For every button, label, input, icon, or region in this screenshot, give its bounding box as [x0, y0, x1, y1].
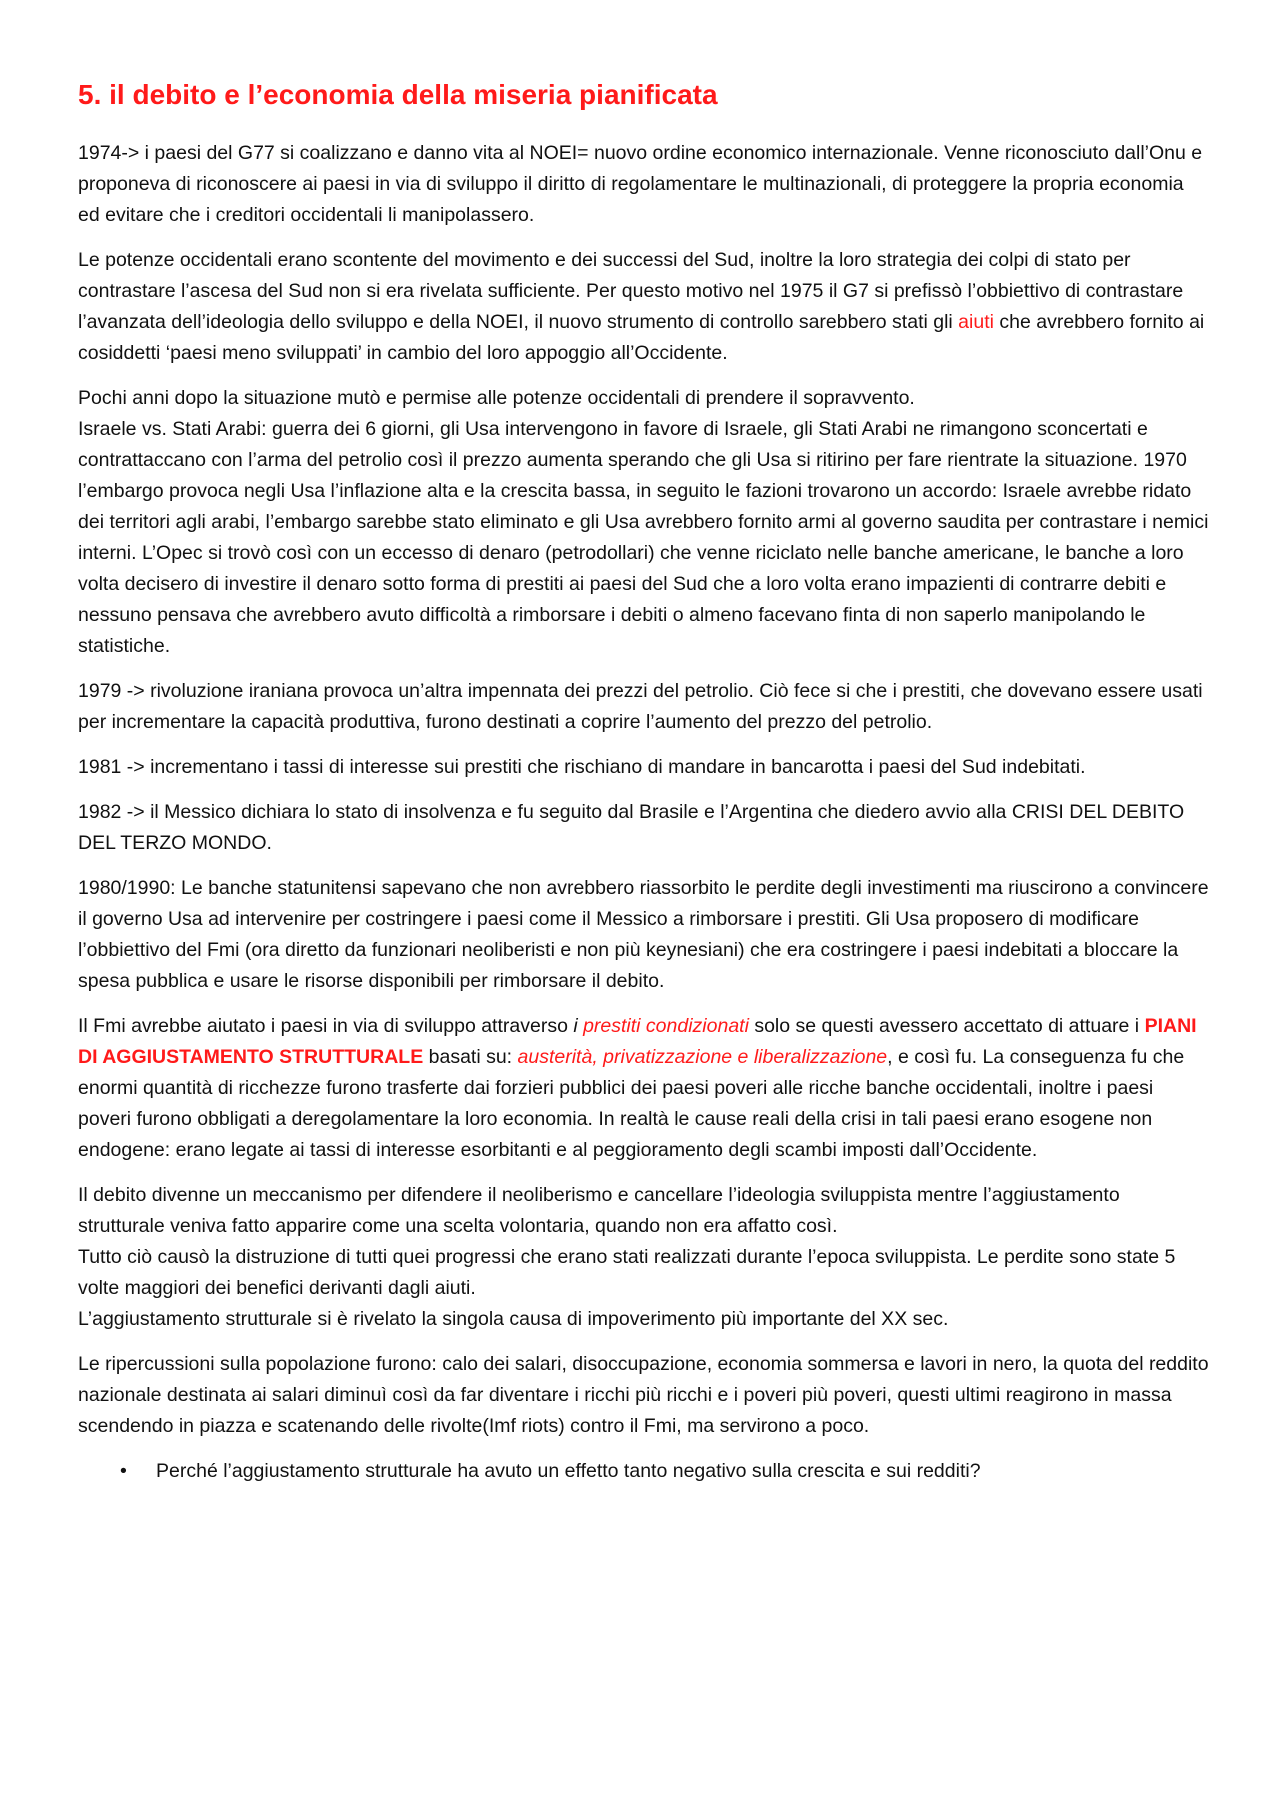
paragraph-1980-1990	[78, 873, 1210, 997]
paragraph-text: 1981 -> incrementano i tassi di interesse sui prestiti che rischiano di mandare in bancarotta i paesi del Sud indebitati.	[78, 755, 1086, 778]
paragraph-text: Le potenze occidentali erano scontente del movimento e dei successi del Sud, inoltre la loro strategia dei colpi di stato per contrastare l’ascesa del Sud non si era rivelata sufficiente. Per questo motivo nel 1975 il G7 si prefissò l’obbiettivo di contrastare l’avanzata dell’ideologia dello sviluppo e della NOEI, il nuovo strumento di controllo sarebbero stati gli	[78, 248, 1184, 333]
paragraph-text: solo se questi avessero accettato di attuare i	[748, 1014, 1145, 1037]
document-page	[78, 78, 1210, 1487]
paragraph-text: Tutto ciò causò la distruzione di tutti quei progressi che erano stati realizzati durante l’epoca sviluppista. Le perdite sono state 5 volte maggiori dei benefici derivanti dagli aiuti.	[78, 1245, 1176, 1299]
paragraph-text: Il Fmi avrebbe aiutato i paesi in via di sviluppo attraverso	[78, 1014, 574, 1037]
highlight-piani-aggiustamento: PIANI DI AGGIUSTAMENTO STRUTTURALE	[78, 1014, 1197, 1068]
paragraph-text: Il debito divenne un meccanismo per difendere il neoliberismo e cancellare l’ideologia sviluppista mentre l’aggiustamento strutturale veniva fatto apparire come una scelta volontaria, quando non era affatto così.	[78, 1183, 1120, 1237]
paragraph-text: che avrebbero fornito ai cosiddetti ‘paesi meno sviluppati’ in cambio del loro appoggio all’Occidente.	[78, 310, 1205, 364]
paragraph-1981	[78, 752, 1210, 783]
bullet-item	[78, 1456, 1210, 1487]
highlight-prestiti-condizionati: prestiti condizionati	[583, 1014, 749, 1037]
paragraph-western-powers	[78, 245, 1210, 369]
paragraph-repercussions	[78, 1349, 1210, 1442]
paragraph-text: 1982 -> il Messico dichiara lo stato di insolvenza e fu seguito dal Brasile e l’Argentina che diedero avvio alla CRISI DEL DEBITO DEL TERZO MONDO.	[78, 800, 1185, 854]
paragraph-text: Pochi anni dopo la situazione mutò e permise alle potenze occidentali di prendere il sopravvento.	[78, 386, 915, 409]
paragraph-fmi	[78, 1011, 1210, 1166]
paragraph-text: Le ripercussioni sulla popolazione furono: calo dei salari, disoccupazione, economia sommersa e lavori in nero, la quota del reddito nazionale destinata ai salari diminuì così da far diventare i ricchi più ricchi e i poveri più poveri, questi ultimi reagirono in massa scendendo in piazza e scatenando delle rivolte(Imf riots) contro il Fmi, ma servirono a poco.	[78, 1352, 1209, 1437]
paragraph-text: basati su:	[423, 1045, 518, 1068]
paragraph-1982	[78, 797, 1210, 859]
paragraph-text: 1980/1990: Le banche statunitensi sapevano che non avrebbero riassorbito le perdite degli investimenti ma riuscirono a convincere il governo Usa ad intervenire per costringere i paesi come il Messico a rimborsare i prestiti. Gli Usa proposero di modificare l’obbiettivo del Fmi (ora diretto da funzionari neoliberisti e non più keynesiani) che era costringere i paesi indebitati a bloccare la spesa pubblica e usare le risorse disponibili per rimborsare il debito.	[78, 876, 1209, 992]
paragraph-text: L’aggiustamento strutturale si è rivelato la singola causa di impoverimento più importante del XX sec.	[78, 1307, 949, 1330]
highlight-austerita: austerità, privatizzazione e liberalizzazione	[517, 1045, 888, 1068]
paragraph-text: Israele vs. Stati Arabi: guerra dei 6 giorni, gli Usa intervengono in favore di Israele, gli Stati Arabi ne rimangono sconcertati e contrattaccano con l’arma del petrolio così il prezzo aumenta sperando che gli Usa si ritirino per fare rientrate la situazione. 1970 l’embargo provoca negli Usa l’inflazione alta e la crescita bassa, in seguito le fazioni trovarono un accordo: Israele avrebbe ridato dei territori agli arabi, l’embargo sarebbe stato eliminato e gli Usa avrebbero fornito armi al governo saudita per contrastare i nemici interni. L’Opec si trovò così con un eccesso di denaro (petrodollari) che venne riciclato nelle banche americane, le banche a loro volta decisero di investire il denaro sotto forma di prestiti ai paesi del Sud che a loro volta erano impazienti di contrarre debiti e nessuno pensava che avrebbero avuto difficoltà a rimborsare i debiti o almeno facevano finta di non saperlo manipolando le statistiche.	[78, 417, 1209, 657]
highlight-aiuti: aiuti	[958, 310, 994, 333]
paragraph-noei-text: 1974-> i paesi del G77 si coalizzano e danno vita al NOEI= nuovo ordine economico internazionale. Venne riconosciuto dall’Onu e proponeva di riconoscere ai paesi in via di sviluppo il diritto di regolamentare le multinazionali, di proteggere la propria economia ed evitare che i creditori occidentali li manipolassero.	[78, 141, 1203, 226]
section-title: 5. il debito e l’economia della miseria pianificata	[78, 79, 718, 110]
paragraph-noei	[78, 138, 1210, 231]
bullet-dot-icon: •	[120, 1459, 127, 1482]
paragraph-debt-mechanism	[78, 1180, 1210, 1335]
bullet-text: Perché l’aggiustamento strutturale ha avuto un effetto tanto negativo sulla crescita e sui redditi?	[156, 1459, 981, 1482]
paragraph-text: 1979 -> rivoluzione iraniana provoca un’altra impennata dei prezzi del petrolio. Ciò fece si che i prestiti, che dovevano essere usati per incrementare la capacità produttiva, furono destinati a coprire l’aumento del prezzo del petrolio.	[78, 679, 1203, 733]
paragraph-oil-crisis	[78, 383, 1210, 662]
paragraph-text: i	[573, 1014, 584, 1037]
paragraph-text: , e così fu. La conseguenza fu che enormi quantità di ricchezze furono trasferte dai forzieri pubblici dei paesi poveri alle ricche banche occidentali, inoltre i paesi poveri furono obbligati a deregolamentare la loro economia. In realtà le cause reali della crisi in tali paesi erano esogene non endogene: erano legate ai tassi di interesse esorbitanti e al peggioramento degli scambi imposti dall’Occidente.	[78, 1045, 1185, 1161]
bullet-list	[78, 1456, 1210, 1487]
paragraph-1979	[78, 676, 1210, 738]
